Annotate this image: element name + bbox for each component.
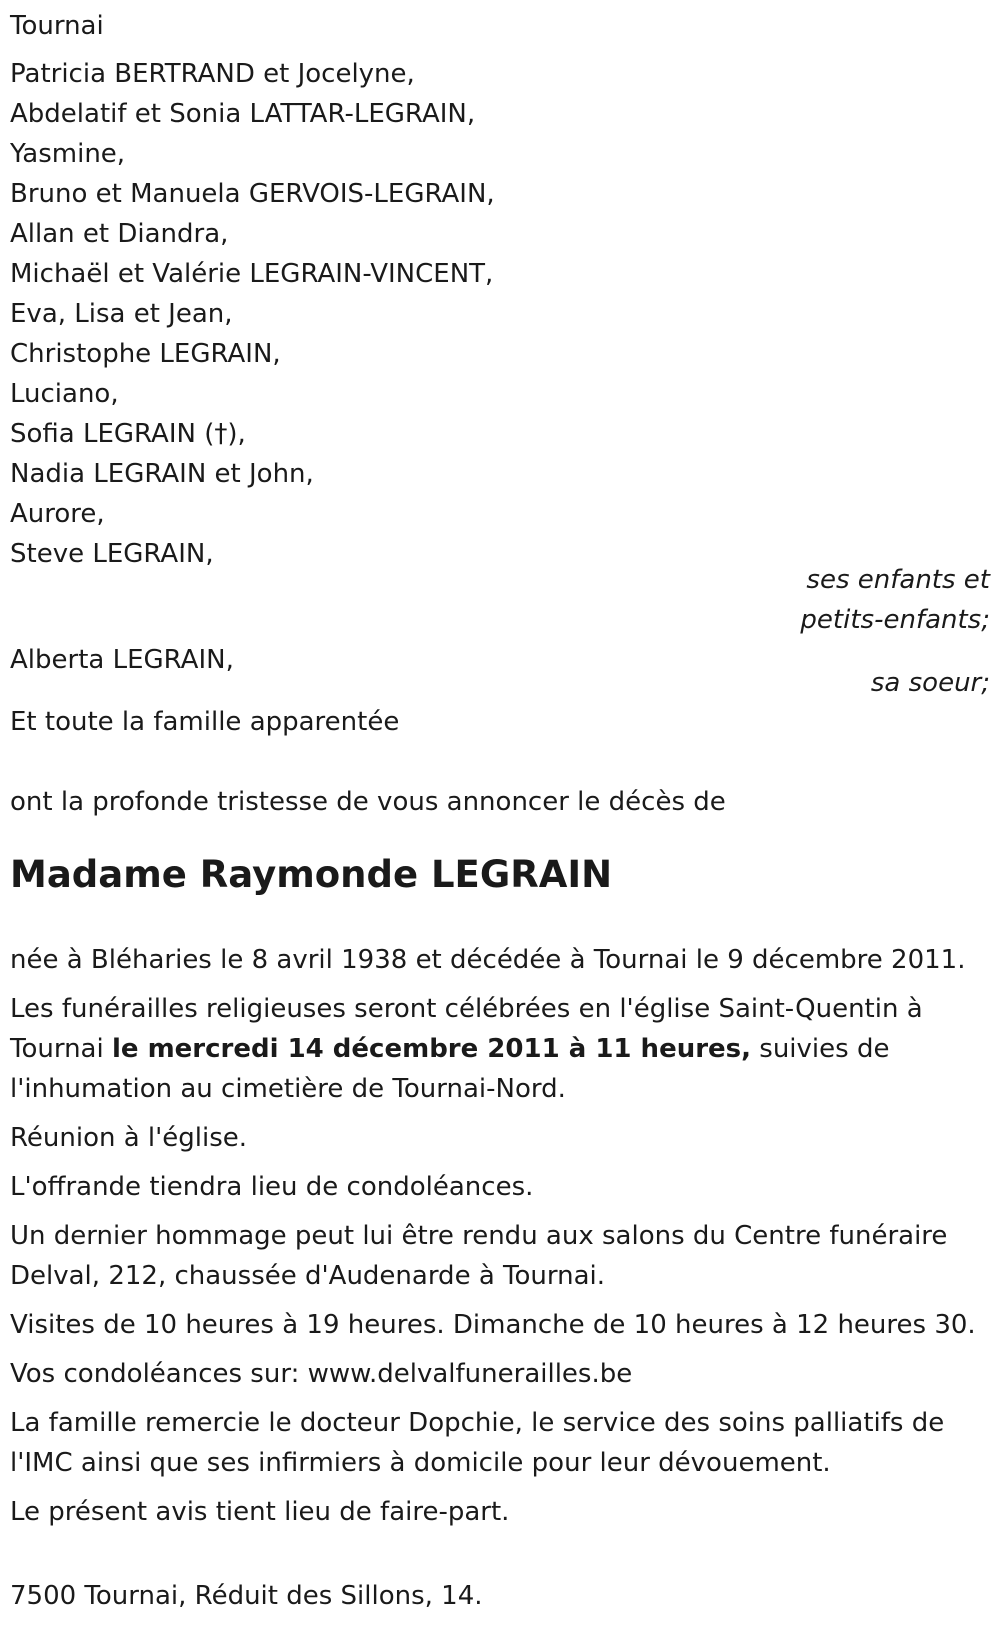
birth-death-info: née à Bléharies le 8 avril 1938 et décédée à Tournai le 9 décembre 2011. [10, 945, 966, 975]
deceased-name: Madame Raymonde LEGRAIN [10, 853, 613, 896]
city-header: Tournai [10, 11, 104, 41]
children-role-label [800, 560, 990, 640]
family-member: Allan et Diandra, [10, 219, 229, 249]
offering-info: L'offrande tiendra lieu de condoléances. [10, 1172, 534, 1202]
family-member: Abdelatif et Sonia LATTAR-LEGRAIN, [10, 99, 476, 129]
thanks-info: La famille remercie le docteur Dopchie, le service des soins palliatifs de l'IMC ainsi que ses infirmiers à domicile pour leur dévouement. [10, 1408, 945, 1478]
children-role-line: ses enfants et [806, 565, 990, 595]
family-member: Yasmine, [10, 139, 126, 169]
funeral-info-prefix: Les funérailles religieuses seront célébrées en l'église Saint-Quentin à Tournai [10, 994, 923, 1064]
family-member: Christophe LEGRAIN, [10, 339, 281, 369]
family-members-list [10, 54, 495, 574]
family-member: Luciano, [10, 379, 119, 409]
sister-name: Alberta LEGRAIN, [10, 645, 234, 675]
condolences-info: Vos condoléances sur: www.delvalfunerailles.be [10, 1359, 633, 1389]
family-address: 7500 Tournai, Réduit des Sillons, 14. [10, 1581, 483, 1611]
family-member: Aurore, [10, 499, 105, 529]
announcement-intro: ont la profonde tristesse de vous annoncer le décès de [10, 787, 726, 817]
visits-info: Visites de 10 heures à 19 heures. Dimanche de 10 heures à 12 heures 30. [10, 1310, 976, 1340]
obituary-details [10, 940, 990, 1541]
family-member: Michaël et Valérie LEGRAIN-VINCENT, [10, 259, 494, 289]
extended-family: Et toute la famille apparentée [10, 707, 400, 737]
tribute-info: Un dernier hommage peut lui être rendu aux salons du Centre funéraire Delval, 212, chaussée d'Audenarde à Tournai. [10, 1221, 948, 1291]
family-member: Sofia LEGRAIN (†), [10, 419, 246, 449]
notice-info: Le présent avis tient lieu de faire-part. [10, 1497, 510, 1527]
family-member: Eva, Lisa et Jean, [10, 299, 233, 329]
family-member: Steve LEGRAIN, [10, 539, 214, 569]
family-member: Patricia BERTRAND et Jocelyne, [10, 59, 415, 89]
funeral-info [10, 989, 990, 1109]
family-member: Bruno et Manuela GERVOIS-LEGRAIN, [10, 179, 495, 209]
funeral-date: le mercredi 14 décembre 2011 à 11 heures, [111, 1034, 752, 1064]
funeral-info-suffix: suivies de l'inhumation au cimetière de Tournai-Nord. [10, 1034, 890, 1104]
family-member: Nadia LEGRAIN et John, [10, 459, 314, 489]
children-role-line: petits-enfants; [800, 605, 990, 635]
sister-role-label: sa soeur; [870, 668, 990, 698]
meeting-info: Réunion à l'église. [10, 1123, 248, 1153]
